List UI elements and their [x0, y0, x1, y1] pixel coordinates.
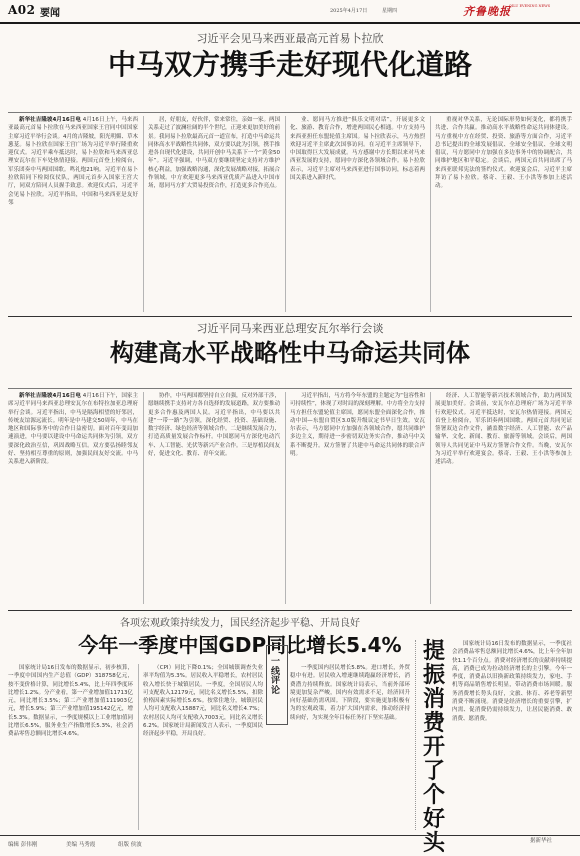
footer-design: 美编 马秀霞 [66, 842, 96, 848]
article3-body-2: （CPI）同比下降0.1%；全国城镇调查失业率平均值为5.3%。居民收入平稳增长，农村居民收入增长快于城镇居民。一季度，全国居民人均可支配收入12179元，同比名义增长5.5%，扣除价格因素实际增长5.6%。按常住地分，城镇居民人均可支配收入15887元，同比名义增长4.7%；农村居民人均可支配收入7003元，同比名义增长6.2%。国家统计局新闻发言人表示，一季度国民经济起步平稳，开局良好。 [143, 665, 263, 738]
article2-headline: 构建高水平战略性中马命运共同体 [110, 339, 470, 367]
article1-kicker: 习近平会见马来西亚最高元首易卜拉欣 [196, 32, 384, 45]
article2-column-3 [290, 392, 425, 606]
commentary-title: 提振消费开了个好头 [422, 639, 445, 856]
section-title: 要闻 [40, 8, 60, 19]
footer-proof: 组版 侯波 [118, 842, 142, 848]
article2-body-1: 4月16日下午，国家主席习近平同马来西亚总理安瓦尔在布特拉加亚总理府举行会谈。习近平指出，中马是隔海相望的好邻居，传统友谊源远流长。明年是中马建交50周年，中马在地区和国际事务中的合作日益密切。面对百年变局加速演进，中马要以建设中马命运共同体为引领，双方要深化政治互信，巩固战略互信。双方要弘扬睦邻友好、坚持相互尊重的原则，加强民间友好交流。中马关系进入新阶段。 [8, 393, 138, 466]
footer-agency: 据新华社 [530, 838, 553, 844]
column-divider [143, 116, 144, 312]
issue-date: 2025年4月17日 [330, 8, 368, 14]
commentary-body: 国家统计局16日发布的数据显示，一季度社会消费品零售总额同比增长4.6%，比上年全年加快1.1个百分点。消费对经济增长的贡献率持续提高，消费已成为拉动经济增长的主引擎。今年一季度，消费品以旧换新政策持续发力，家电、手机等商品销售增长明显，带动消费市场回暖。服务消费增长势头良好，文旅、体育、养老等新型消费不断涌现。消费是经济增长的重要引擎，扩内需、促消费仍需持续发力，让居民能消费、敢消费、愿消费。 [452, 641, 572, 722]
column-divider [285, 116, 286, 312]
article1-column-2 [148, 116, 280, 314]
article1-body-3: 业、愿同马方推进“俱乐文明对话”，开展更多文化、旅游、教育合作，增进两国民心相通。中方支持马来西亚担任东盟轮值主席国。易卜拉欣表示，马方热烈欢迎习近平主席此次国事访问。在习近平主席领导下，中国取得巨大发展成就。马方感谢中方长期以来对马来西亚发展的支持，愿同中方深化各领域合作。易卜拉欣表示，习近平主席对马来西亚进行国事访问，标志着两国关系进入新时代。 [290, 117, 425, 182]
article1-headline: 中马双方携手走好现代化道路 [107, 48, 472, 81]
newspaper-logo: 齐鲁晚报 [463, 5, 511, 18]
footer-editor: 编辑 彭伟刚 [8, 842, 38, 848]
article3-kicker: 各项宏观政策持续发力，国民经济起步平稳、开局良好 [120, 618, 360, 629]
column-divider [415, 640, 416, 830]
article2-body-2: 协作，中马两国都坚持自立自强，反对外部干涉，愿继续携手支持对方各自选择的发展道路，双方要推动更多合作惠及两国人民。习近平指出，中马要以共建“一带一路”为引领，深化经贸、投资、基础设施、数字经济、绿色经济等领域合作。二是继续发展合力，打造高质量发展合作标杆。中国愿同马方深化电动汽车、人工智能、光伏等新兴产业合作。三是厚植民间友好，促进文化、教育、青年交流。 [148, 393, 280, 458]
article2-column-4 [435, 392, 572, 606]
article1-body-4: 重视对华关系，无论国际形势如何变化，都将携手共进、合作共赢。推动高水平战略性命运共同体建设。马方重视中方在经贸、投资、旅游等方面合作，习近平总书记提出的全球发展倡议、全球安全倡议、全球文明倡议，马方愿同中方加强在多边事务中的协调配合，共同维护地区和平稳定。会谈后，两国元首共同出席了马来西亚联邦宪法的签约仪式。欢迎宴会后，习近平主席拜访了易卜拉欣。蔡奇、王毅、王小洪等参加上述活动。 [435, 117, 572, 190]
commentary-column [452, 640, 572, 832]
article1-column-4 [435, 116, 572, 314]
divider [8, 316, 572, 317]
article1-body-1: 4月16日上午，马来西亚最高元首易卜拉欣在马来西亚国家王宫同中国国家主席习近平举行会谈。4月的吉隆坡，阳光明媚、草木葱茏。易卜拉欣在国家王宫广场为习近平举行隆重欢迎仪式。习近平乘车抵达时，易卜拉欣和马来西亚总理安瓦尔在下车处热情迎接。两国元首登上检阅台，军乐团奏中马两国国歌。鸣礼炮21响。习近平在易卜拉欣陪同下检阅仪仗队，两国元首步入国家王宫大厅，同双方陪同人员握手致意。欢迎仪式后，习近平会见易卜拉欣。习近平指出，中国和马来西亚是友好邻 [8, 117, 138, 206]
article3-column-3 [290, 664, 410, 832]
column-divider [430, 392, 431, 604]
page-header [0, 0, 580, 24]
article2-column-1 [8, 392, 138, 606]
article1-dateline: 新华社吉隆坡4月16日电 [19, 117, 81, 123]
article1-column-1 [8, 116, 138, 314]
column-divider [430, 116, 431, 312]
article3-headline: 今年一季度中国GDP同比增长5.4% [78, 633, 402, 657]
column-divider [143, 392, 144, 604]
page-number: A02 [8, 3, 36, 17]
article3-body-3: 一季度国内居民增长5.8%。进口增长，外贸稳中有进。居民收入增速继续跑赢经济增长，消费潜力持续释放。国家统计局表示，当前外部环境更加复杂严峻，国内有效需求不足，经济回升向好基础仍需巩固。下阶段，要实施更加积极有为的宏观政策，着力扩大国内需求，推动经济持续向好，为实现全年目标任务打下坚实基础。 [290, 665, 410, 721]
article2-dateline: 新华社吉隆坡4月16日电 [19, 393, 81, 399]
newspaper-logo-subtitle: QILU EVENING NEWS [509, 4, 551, 8]
article2-body-4: 经济、人工智能等新兴技术领域合作，助力两国发展更加美好。会谈前，安瓦尔在总理府广场为习近平举行欢迎仪式。习近平抵达时，安瓦尔热情迎接。两国元首登上检阅台，军乐团奏两国国歌。两国元首共同见证签署双边合作文件，涵盖数字经济、人工智能、农产品输华、文化、新闻、教育、旅游等领域。会谈后，两国领导人共同见证中马双方签署合作文件。当晚，安瓦尔为习近平举行欢迎宴会。蔡奇、王毅、王小洪等参加上述活动。 [435, 393, 572, 466]
divider [8, 112, 572, 113]
article1-column-3 [290, 116, 425, 314]
article3-body-1: 国家统计局16日发布的数据显示，初步核算，一季度中国国内生产总值（GDP）318758亿元，按不变价格计算，同比增长5.4%，比上年四季度环比增长1.2%。分产业看，第一产业增加值11713亿元，同比增长3.5%；第二产业增加值111903亿元，增长5.9%；第三产业增加值195142亿元，增长5.3%。数据显示，一季度规模以上工业增加值同比增长6.5%，服务业生产指数增长5.3%，社会消费品零售总额同比增长4.6%。 [8, 665, 133, 738]
divider [8, 610, 572, 611]
article2-column-2 [148, 392, 280, 606]
column-divider [138, 664, 139, 830]
article1-body-2: 居，好朋友，好伙伴，常来常往，亲如一家。两国关系走过了波澜壮阔的半个世纪，正迎来更加美好的前景。我同易卜拉欣最高元首一道宣布，打造中马命运共同体高水平战略性共同体，双方要以此为引领，携手推进各自现代化建设，共同开创中马关系下一个“黄金50年”。习近平强调，中马双方要继续坚定支持对方维护核心利益，加强战略沟通，深化发展战略对接，拓展合作领域。中方欢迎更多马来西亚优质产品进入中国市场，愿同马方扩大贸易投资合作，打造更多合作亮点。 [148, 117, 280, 190]
commentary-label: 一线评论 [270, 657, 280, 696]
article3-column-2 [143, 664, 263, 832]
article2-body-3: 习近平指出，马方将今年东盟的主题定为“包容性和可持续性”，体现了对时局的深刻理解。中方将全力支持马方担任东盟轮值主席国，愿同东盟全面深化合作，推动中国—东盟自贸区3.0版升级议定书早日生效。安瓦尔表示，马方愿同中方加强在各领域合作，愿共同维护多边主义，期待进一步密切双边务实合作，推动马中关系不断提升。双方签署了共建中马命运共同体的联合声明。 [290, 393, 425, 458]
divider [8, 388, 572, 389]
column-divider [285, 392, 286, 604]
article3-column-1 [8, 664, 133, 832]
article2-kicker: 习近平同马来西亚总理安瓦尔举行会谈 [196, 322, 384, 335]
issue-weekday: 星期四 [382, 8, 398, 14]
